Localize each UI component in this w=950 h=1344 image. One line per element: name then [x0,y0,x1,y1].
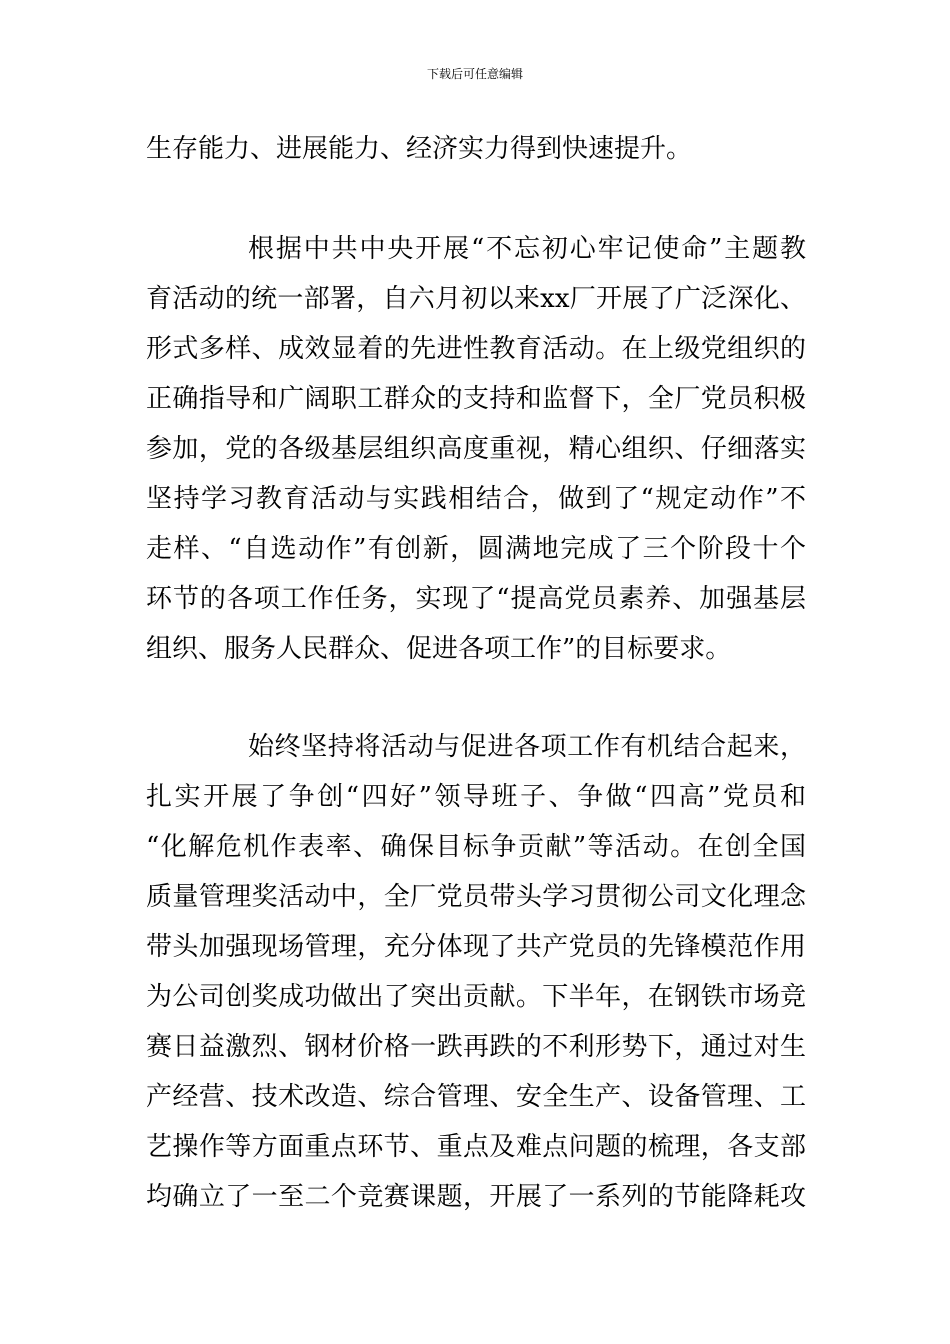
page-header: 下载后可任意编辑 [426,67,523,81]
text-line: 始终坚持将活动与促进各项工作有机结合起来， [248,732,806,762]
text-line: 为公司创奖成功做出了突出贡献。下半年，在钢铁市场竞 [146,982,806,1012]
text-line: 坚持学习教育活动与实践相结合，做到了“规定动作”不 [146,484,806,514]
text-line: 育活动的统一部署，自六月初以来xx厂开展了广泛深化、 [146,284,806,314]
text-line: 根据中共中央开展“不忘初心牢记使命”主题教 [248,234,806,264]
text-line: “化解危机作表率、确保目标争贡献”等活动。在创全国 [146,832,806,862]
text-line: 扎实开展了争创“四好”领导班子、争做“四高”党员和 [146,782,806,812]
text-line: 走样、“自选动作”有创新，圆满地完成了三个阶段十个 [146,534,806,564]
text-line: 带头加强现场管理，充分体现了共产党员的先锋模范作用 [146,932,806,962]
text-line: 生存能力、进展能力、经济实力得到快速提升。 [146,134,693,164]
text-line: 均确立了一至二个竞赛课题，开展了一系列的节能降耗攻 [146,1182,806,1212]
text-line: 赛日益激烈、钢材价格一跌再跌的不利形势下，通过对生 [146,1032,806,1062]
text-line: 质量管理奖活动中，全厂党员带头学习贯彻公司文化理念 [146,882,806,912]
text-line: 组织、服务人民群众、促进各项工作”的目标要求。 [146,634,732,664]
text-line: 形式多样、成效显着的先进性教育活动。在上级党组织的 [146,334,806,364]
text-line: 环节的各项工作任务，实现了“提高党员素养、加强基层 [146,584,806,614]
text-line: 艺操作等方面重点环节、重点及难点问题的梳理，各支部 [146,1132,806,1162]
text-line: 参加，党的各级基层组织高度重视，精心组织、仔细落实 [146,434,806,464]
text-line: 产经营、技术改造、综合管理、安全生产、设备管理、工 [146,1082,806,1112]
text-line: 正确指导和广阔职工群众的支持和监督下，全厂党员积极 [146,384,806,414]
